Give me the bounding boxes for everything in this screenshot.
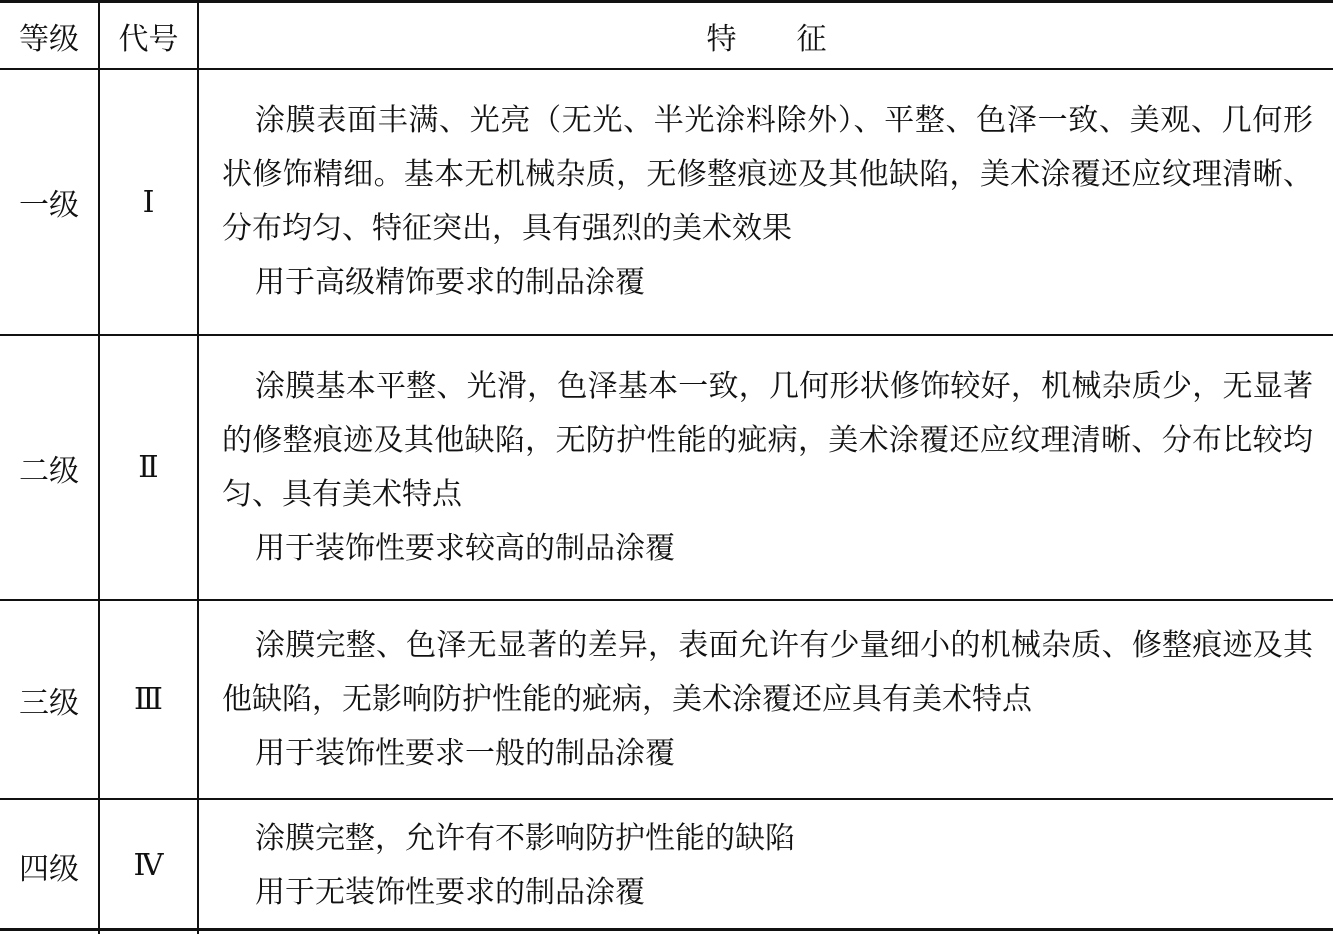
code-cell: Ⅰ [142,184,155,220]
feature-cell [200,70,1333,334]
feature-usage: 用于高级精饰要求的制品涂覆 [255,265,645,300]
feature-usage: 用于装饰性要求较高的制品涂覆 [255,530,675,566]
feature-usage: 用于无装饰性要求的制品涂覆 [255,874,645,910]
feature-description: 涂膜完整、色泽无显著的差异，表面允许有少量细小的机械杂质、修整痕迹及其他缺陷，无影响防护性能的疵病，美术涂覆还应具有美术特点 [222,627,1313,717]
feature-description: 涂膜表面丰满、光亮（无光、半光涂料除外）、平整、色泽一致、美观、几何形状修饰精细。基本无机械杂质，无修整痕迹及其他缺陷，美术涂覆还应纹理清晰、分布均匀、特征突出，具有强烈的美术效果 [222,103,1313,246]
feature-cell [200,336,1333,599]
grade-cell: 四级 [19,851,79,887]
column-divider [197,3,199,934]
code-cell: Ⅳ [133,848,164,883]
grade-cell: 一级 [19,188,79,223]
feature-usage: 用于装饰性要求一般的制品涂覆 [255,735,675,771]
code-cell: Ⅲ [134,682,163,717]
feature-description: 涂膜完整，允许有不影响防护性能的缺陷 [255,820,795,856]
header-grade: 等级 [19,21,79,57]
grade-cell: 二级 [19,453,79,489]
header-feature: 特 征 [706,21,827,57]
code-cell: Ⅱ [138,450,159,485]
header-code: 代号 [118,21,179,57]
grade-cell: 三级 [19,685,79,721]
feature-cell [200,800,1333,931]
feature-cell [200,601,1333,798]
feature-description: 涂膜基本平整、光滑，色泽基本一致，几何形状修饰较好，机械杂质少，无显著的修整痕迹及其他缺陷，无防护性能的疵病，美术涂覆还应纹理清晰、分布比较均匀、具有美术特点 [222,368,1313,512]
